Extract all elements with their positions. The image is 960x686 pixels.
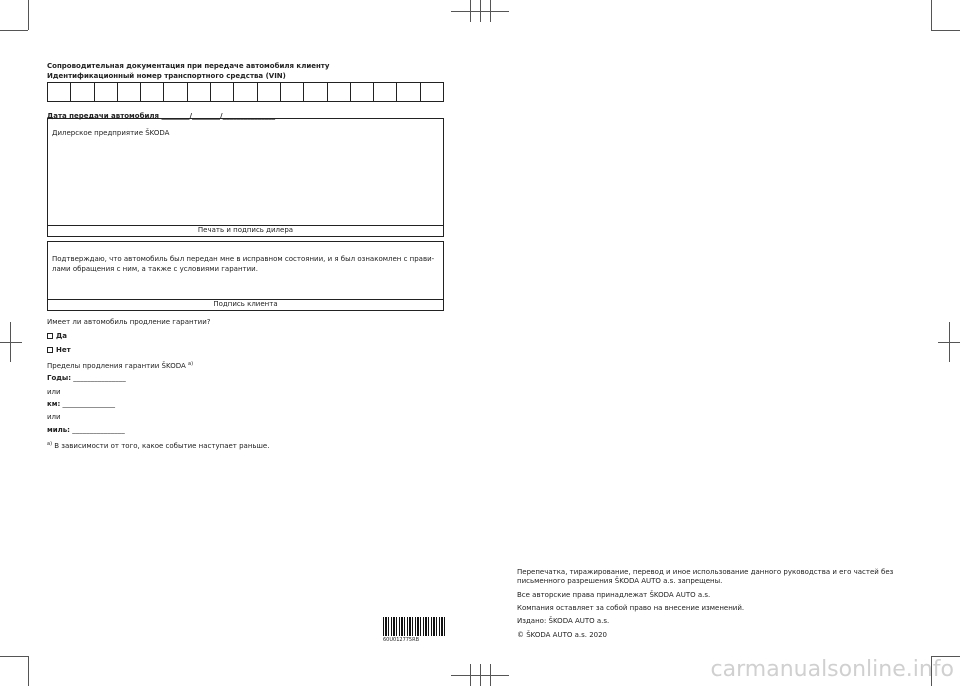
km-blank[interactable]: _______________ bbox=[62, 400, 116, 408]
crop-mark bbox=[931, 30, 960, 31]
vin-cell[interactable] bbox=[118, 83, 141, 101]
option-no-label: Нет bbox=[56, 346, 71, 354]
customer-box[interactable] bbox=[47, 241, 444, 311]
or-text: или bbox=[47, 413, 61, 421]
dealer-box-text: Дилерское предприятие ŠKODA bbox=[52, 129, 170, 137]
vin-label: Идентификационный номер транспортного средства (VIN) bbox=[47, 72, 286, 80]
years-blank[interactable]: _______________ bbox=[73, 374, 126, 382]
vin-cell[interactable] bbox=[397, 83, 420, 101]
miles-label: миль: bbox=[47, 426, 70, 434]
dealer-box-footer: Печать и подпись дилера bbox=[48, 225, 443, 236]
checkbox-icon[interactable] bbox=[47, 347, 53, 353]
extension-limits bbox=[47, 360, 193, 371]
legal-line-1: Перепечатка, тиражирование, перевод и иное использование данного руководства и его частей без письменного разрешения ŠKODA AUTO a.s. запрещены. bbox=[517, 568, 894, 585]
doc-title: Сопроводительная документация при передаче автомобиля клиенту bbox=[47, 62, 330, 70]
option-yes[interactable] bbox=[47, 332, 67, 341]
vin-cell[interactable] bbox=[304, 83, 327, 101]
vin-cell[interactable] bbox=[188, 83, 211, 101]
delivery-date-blank[interactable]: ________/________/_______________ bbox=[161, 112, 276, 120]
vin-cell[interactable] bbox=[421, 83, 443, 101]
watermark: carmanualsonline.info bbox=[710, 657, 954, 682]
crop-mark bbox=[0, 656, 28, 657]
vin-cell[interactable] bbox=[211, 83, 234, 101]
legal-line-5: © ŠKODA AUTO a.s. 2020 bbox=[517, 631, 608, 639]
footnote bbox=[47, 440, 269, 451]
footnote-mark: a) bbox=[188, 361, 194, 367]
extension-question: Имеет ли автомобиль продление гарантии? bbox=[47, 318, 211, 326]
delivery-date-label: Дата передачи автомобиля bbox=[47, 112, 160, 120]
km-row bbox=[47, 400, 115, 409]
customer-box-footer: Подпись клиента bbox=[48, 299, 443, 310]
extension-limits-text: Пределы продления гарантии ŠKODA bbox=[47, 362, 186, 370]
legal-line-3: Компания оставляет за собой право на внесение изменений. bbox=[517, 604, 745, 612]
legal-line-4: Издано: ŠKODA AUTO a.s. bbox=[517, 617, 610, 625]
customer-box-text: Подтверждаю, что автомобиль был передан мне в исправном состоянии, и я был ознакомлен с прави-лами обращения с ним, а также с условиями гарантии. bbox=[52, 255, 435, 273]
vin-cell[interactable] bbox=[258, 83, 281, 101]
or-text: или bbox=[47, 388, 61, 396]
miles-row bbox=[47, 426, 125, 435]
crop-mark bbox=[451, 11, 509, 12]
vin-cell[interactable] bbox=[234, 83, 257, 101]
crop-mark bbox=[938, 342, 960, 343]
option-no[interactable] bbox=[47, 346, 71, 355]
vin-grid[interactable] bbox=[47, 82, 444, 102]
legal-line-2: Все авторские права принадлежат ŠKODA AUTO a.s. bbox=[517, 591, 711, 599]
vin-cell[interactable] bbox=[374, 83, 397, 101]
miles-blank[interactable]: _______________ bbox=[72, 426, 125, 434]
vin-cell[interactable] bbox=[141, 83, 164, 101]
vin-cell[interactable] bbox=[95, 83, 118, 101]
years-row bbox=[47, 374, 126, 383]
barcode bbox=[383, 617, 445, 636]
vin-cell[interactable] bbox=[164, 83, 187, 101]
footnote-text: В зависимости от того, какое событие наступает раньше. bbox=[54, 442, 270, 450]
vin-cell[interactable] bbox=[48, 83, 71, 101]
vin-cell[interactable] bbox=[281, 83, 304, 101]
crop-mark bbox=[28, 656, 29, 686]
km-label: км: bbox=[47, 400, 61, 408]
footnote-mark: a) bbox=[47, 441, 53, 447]
crop-mark bbox=[931, 0, 932, 30]
checkbox-icon[interactable] bbox=[47, 333, 53, 339]
dealer-box[interactable] bbox=[47, 118, 444, 237]
years-label: Годы: bbox=[47, 374, 72, 382]
barcode-label: 60U012775RB bbox=[383, 637, 420, 643]
option-yes-label: Да bbox=[56, 332, 67, 340]
crop-mark bbox=[0, 30, 28, 31]
vin-cell[interactable] bbox=[328, 83, 351, 101]
vin-cell[interactable] bbox=[71, 83, 94, 101]
vin-cell[interactable] bbox=[351, 83, 374, 101]
crop-mark bbox=[28, 0, 29, 30]
crop-mark bbox=[0, 342, 22, 343]
crop-mark bbox=[451, 675, 509, 676]
